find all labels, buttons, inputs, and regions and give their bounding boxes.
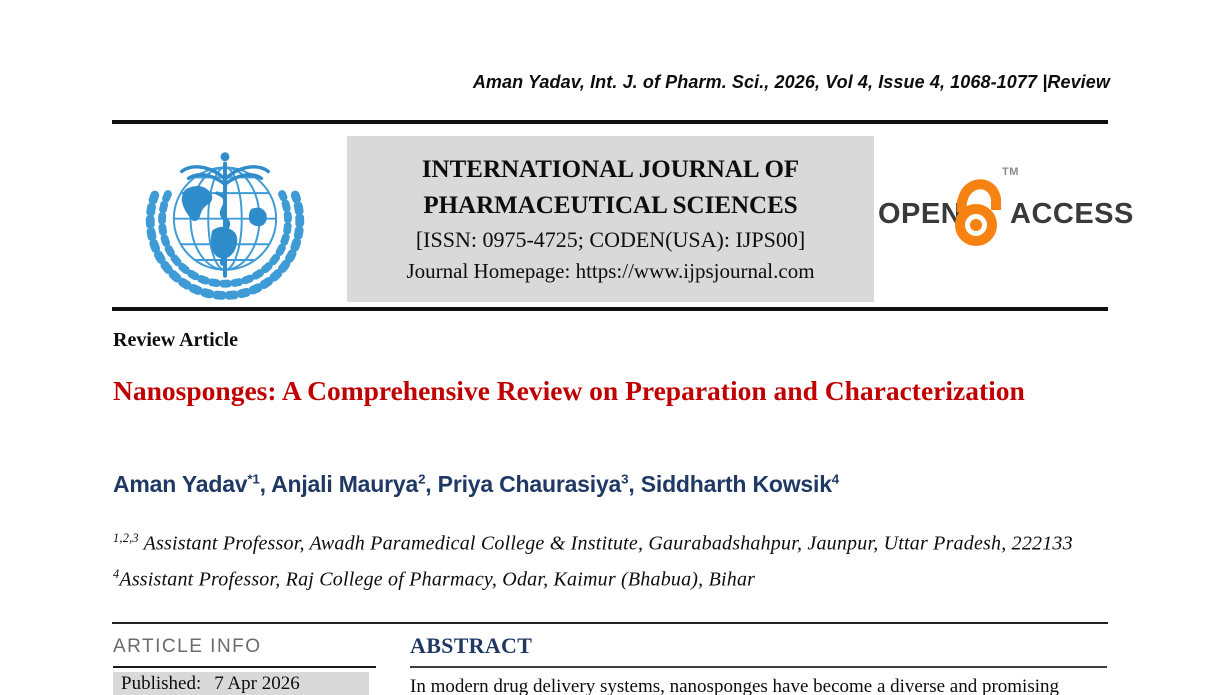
abstract-panel (410, 633, 1108, 695)
homepage-line (406, 256, 814, 286)
masthead-bottom-rule (112, 307, 1108, 311)
authors-line (113, 471, 1113, 498)
trademark-label: TM (1002, 166, 1019, 178)
author-superscript: 3 (621, 471, 629, 487)
author-separator: , (259, 471, 272, 497)
homepage-url-link[interactable]: https://www.ijpsjournal.com (575, 259, 815, 283)
open-access-word-open: OPEN (878, 198, 963, 230)
affiliations-block (113, 523, 1078, 594)
author-name: Siddharth Kowsik (640, 471, 832, 497)
affiliation-text: Assistant Professor, Awadh Paramedical College & Institute, Gaurabadshahpur, Jaunpur, Uttar Pradesh, 222133 (138, 532, 1073, 555)
article-title: Nanosponges: A Comprehensive Review on Preparation and Characterization (113, 375, 1025, 406)
open-access-lock-icon (950, 164, 1010, 256)
abstract-rule (410, 666, 1107, 668)
article-info-header: ARTICLE INFO (113, 636, 262, 657)
journal-name-line2: PHARMACEUTICAL SCIENCES (423, 192, 798, 219)
running-head-citation: Aman Yadav, Int. J. of Pharm. Sci., 2026, Vol 4, Issue 4, 1068-1077 |Review (472, 72, 1110, 92)
affiliation-line (113, 559, 1078, 595)
article-info-rule (113, 666, 376, 668)
affiliation-line (113, 523, 1078, 559)
issn-coden-line: [ISSN: 0975-4725; CODEN(USA): IJPS00] (415, 227, 806, 252)
author-separator: , (425, 471, 438, 497)
author-superscript: 2 (418, 471, 426, 487)
open-access-logo (878, 160, 1134, 262)
journal-emblem-icon (126, 140, 324, 322)
affiliation-superscript: 1,2,3 (113, 531, 139, 545)
author-name: Priya Chaurasiya (437, 471, 622, 497)
author-superscript: 4 (831, 471, 840, 487)
author-name: Aman Yadav (113, 471, 248, 497)
affiliation-text: Assistant Professor, Raj College of Pharmacy, Odar, Kaimur (Bhabua), Bihar (119, 568, 756, 591)
published-date: 7 Apr 2026 (214, 673, 300, 694)
abstract-text: In modern drug delivery systems, nanosponges have become a diverse and promising (410, 676, 1060, 695)
open-access-word-access: ACCESS (1010, 198, 1134, 230)
article-type-label: Review Article (113, 329, 238, 351)
abstract-header: ABSTRACT (410, 633, 533, 658)
top-divider-rule (112, 120, 1108, 124)
section-divider-rule (112, 622, 1108, 624)
journal-name-line1: INTERNATIONAL JOURNAL OF (421, 156, 800, 183)
published-label: Published: (121, 673, 202, 694)
affiliation-superscript: 4 (113, 566, 120, 581)
masthead-box (347, 136, 874, 302)
author-name: Anjali Maurya (271, 471, 419, 497)
published-chip (113, 672, 369, 695)
homepage-label: Journal Homepage: (406, 259, 576, 283)
article-info-panel (113, 636, 377, 695)
author-superscript: *1 (247, 471, 260, 487)
author-separator: , (628, 471, 641, 497)
